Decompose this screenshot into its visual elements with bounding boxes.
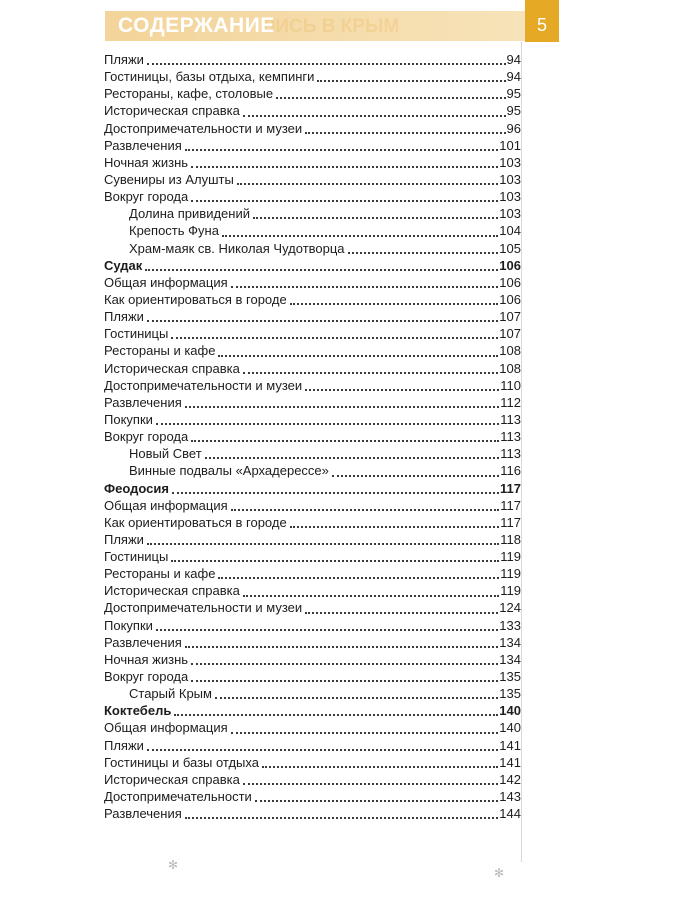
toc-subentry [104, 462, 521, 479]
toc-page-number: 108 [499, 360, 521, 376]
toc-entry-label: Ночная жизнь [104, 154, 189, 170]
toc-page-number: 103 [499, 171, 521, 187]
toc-entry [104, 737, 521, 754]
toc-entry [104, 668, 521, 685]
page-edge-rule [521, 42, 522, 862]
toc-entry-label: Долина привидений [129, 206, 250, 222]
toc-section-heading [104, 257, 521, 274]
toc-page-number: 141 [499, 737, 521, 753]
toc-entry [104, 85, 521, 102]
print-speck-right: ✻ [494, 866, 505, 880]
dot-leader [171, 335, 498, 339]
toc-page-number: 112 [500, 394, 521, 410]
dot-leader [147, 541, 499, 545]
toc-entry [104, 548, 521, 565]
toc-entry-label: Как ориентироваться в городе [104, 514, 287, 530]
toc-entry-label: Покупки [104, 411, 153, 427]
toc-entry-label: Общая информация [104, 274, 228, 290]
toc-page-number: 119 [500, 566, 521, 582]
toc-page-number: 95 [506, 103, 521, 119]
toc-entry-label: Пляжи [104, 531, 144, 547]
toc-entry-label: Общая информация [104, 720, 228, 736]
toc-entry [104, 514, 521, 531]
dot-leader [231, 730, 499, 734]
toc-entry-label: Гостиницы [104, 549, 169, 565]
toc-page-number: 133 [499, 617, 521, 633]
toc-page-number: 107 [499, 309, 521, 325]
toc-entry [104, 137, 521, 154]
toc-page-number: 124 [499, 600, 521, 616]
toc-subentry [104, 240, 521, 257]
toc-page-number: 135 [499, 686, 521, 702]
toc-entry-label: Вокруг города [104, 669, 189, 685]
toc-entry-label: Сувениры из Алушты [104, 171, 234, 187]
toc-page-number: 119 [500, 549, 521, 565]
toc-page-number: 106 [499, 257, 521, 273]
toc-entry [104, 377, 521, 394]
dot-leader [243, 781, 498, 785]
toc-entry [104, 291, 521, 308]
toc-page-number: 143 [499, 789, 521, 805]
print-speck-left: ✻ [168, 858, 179, 872]
dot-leader [243, 370, 498, 374]
toc-page-number: 144 [499, 806, 521, 822]
toc-page-number: 103 [499, 206, 521, 222]
toc-page-number: 103 [499, 189, 521, 205]
toc-entry [104, 360, 521, 377]
toc-page-number: 142 [499, 771, 521, 787]
page-number: 5 [536, 15, 547, 35]
toc-entry [104, 154, 521, 171]
dot-leader [185, 147, 499, 151]
toc-page-number: 113 [500, 411, 521, 427]
toc-entry-label: Как ориентироваться в городе [104, 291, 287, 307]
toc-entry [104, 102, 521, 119]
toc-page-number: 106 [499, 274, 521, 290]
toc-page-number: 103 [499, 154, 521, 170]
toc-entry [104, 805, 521, 822]
dot-leader [332, 473, 499, 477]
toc-entry [104, 342, 521, 359]
toc-subentry [104, 222, 521, 239]
toc-entry-label: Историческая справка [104, 583, 240, 599]
toc-entry-label: Развлечения [104, 806, 182, 822]
dot-leader [191, 661, 498, 665]
toc-page-number: 117 [500, 480, 521, 496]
toc-entry-label: Общая информация [104, 497, 228, 513]
toc-entry-label: Историческая справка [104, 771, 240, 787]
toc-entry [104, 411, 521, 428]
dot-leader [305, 387, 499, 391]
toc-page-number: 107 [499, 326, 521, 342]
toc-entry [104, 51, 521, 68]
toc-page-number: 134 [499, 651, 521, 667]
toc-entry-label: Гостиницы и базы отдыха [104, 754, 259, 770]
dot-leader [262, 764, 498, 768]
toc-entry [104, 394, 521, 411]
toc-page-number: 96 [506, 120, 521, 136]
toc-entry-label: Гостиницы, базы отдыха, кемпинги [104, 69, 315, 85]
toc-section-heading [104, 702, 521, 719]
dot-leader [147, 61, 506, 65]
toc-entry-label: Ночная жизнь [104, 651, 189, 667]
toc-section-heading [104, 480, 521, 497]
toc-page-number: 118 [500, 531, 521, 547]
toc-entry-label: Достопримечательности и музеи [104, 377, 303, 393]
toc-entry [104, 120, 521, 137]
toc-entry-label: Пляжи [104, 737, 144, 753]
dot-leader [171, 558, 499, 562]
toc-page-number: 116 [500, 463, 521, 479]
toc-page-number: 104 [499, 223, 521, 239]
toc-subentry [104, 445, 521, 462]
toc-page-number: 117 [500, 514, 521, 530]
toc-entry-label: Достопримечательности и музеи [104, 600, 303, 616]
dot-leader [222, 233, 498, 237]
toc-entry-label: Гостиницы [104, 326, 169, 342]
toc-entry [104, 531, 521, 548]
dot-leader [205, 455, 500, 459]
toc-entry-label: Историческая справка [104, 103, 240, 119]
toc-entry-label: Пляжи [104, 309, 144, 325]
toc-page-number: 113 [500, 429, 521, 445]
toc-entry-label: Рестораны и кафе [104, 343, 216, 359]
page-title: СОДЕРЖАНИЕ [118, 14, 275, 37]
page-number-box [525, 0, 559, 42]
toc-entry [104, 308, 521, 325]
table-of-contents [104, 51, 521, 822]
dot-leader [191, 198, 498, 202]
toc-entry-label: Старый Крым [129, 686, 212, 702]
toc-page-number: 140 [499, 720, 521, 736]
toc-page-number: 119 [500, 583, 521, 599]
toc-entry [104, 719, 521, 736]
toc-entry [104, 497, 521, 514]
toc-entry [104, 565, 521, 582]
dot-leader [185, 644, 499, 648]
dot-leader [191, 438, 499, 442]
toc-entry-label: Достопримечательности и музеи [104, 120, 303, 136]
dot-leader [290, 524, 500, 528]
toc-page-number: 140 [499, 703, 521, 719]
toc-page-number: 135 [499, 669, 521, 685]
dot-leader [276, 95, 505, 99]
dot-leader [191, 164, 498, 168]
toc-entry-label: Судак [104, 257, 143, 273]
toc-entry [104, 600, 521, 617]
toc-entry-label: Храм-маяк св. Николая Чудотворца [129, 240, 345, 256]
dot-leader [185, 815, 499, 819]
toc-entry-label: Феодосия [104, 480, 169, 496]
toc-entry [104, 171, 521, 188]
dot-leader [317, 78, 505, 82]
dot-leader [191, 678, 498, 682]
toc-entry-label: Вокруг города [104, 189, 189, 205]
toc-entry-label: Рестораны, кафе, столовые [104, 86, 274, 102]
toc-entry-label: Покупки [104, 617, 153, 633]
toc-page-number: 113 [500, 446, 521, 462]
dot-leader [305, 610, 498, 614]
toc-entry [104, 617, 521, 634]
dot-leader [253, 215, 498, 219]
toc-entry [104, 651, 521, 668]
toc-page-number: 94 [506, 69, 521, 85]
toc-entry-label: Историческая справка [104, 360, 240, 376]
toc-entry [104, 582, 521, 599]
toc-entry [104, 754, 521, 771]
toc-entry [104, 428, 521, 445]
dot-leader [218, 353, 498, 357]
dot-leader [147, 747, 498, 751]
toc-entry [104, 68, 521, 85]
toc-entry-label: Рестораны и кафе [104, 566, 216, 582]
dot-leader [174, 712, 498, 716]
dot-leader [218, 575, 499, 579]
dot-leader [231, 284, 499, 288]
toc-entry [104, 788, 521, 805]
toc-entry [104, 274, 521, 291]
toc-entry [104, 325, 521, 342]
dot-leader [172, 490, 499, 494]
dot-leader [145, 267, 498, 271]
dot-leader [243, 593, 499, 597]
dot-leader [156, 421, 499, 425]
toc-entry-label: Винные подвалы «Архадерессе» [129, 463, 329, 479]
toc-page-number: 141 [499, 754, 521, 770]
dot-leader [290, 301, 499, 305]
dot-leader [243, 113, 506, 117]
toc-page-number: 101 [499, 137, 521, 153]
header-ghost-text: ЛИСЬ В КРЫМ [262, 16, 400, 37]
toc-page-number: 110 [500, 377, 521, 393]
toc-entry [104, 188, 521, 205]
dot-leader [348, 250, 499, 254]
toc-entry-label: Коктебель [104, 703, 172, 719]
dot-leader [255, 798, 499, 802]
toc-entry-label: Пляжи [104, 51, 144, 67]
toc-entry-label: Вокруг города [104, 429, 189, 445]
dot-leader [305, 130, 505, 134]
toc-subentry [104, 685, 521, 702]
toc-page-number: 108 [499, 343, 521, 359]
toc-page-number: 117 [500, 497, 521, 513]
dot-leader [147, 318, 498, 322]
dot-leader [156, 627, 498, 631]
dot-leader [215, 695, 498, 699]
toc-entry-label: Развлечения [104, 394, 182, 410]
toc-page-number: 134 [499, 634, 521, 650]
toc-entry [104, 771, 521, 788]
dot-leader [237, 181, 498, 185]
toc-entry [104, 634, 521, 651]
toc-entry-label: Развлечения [104, 634, 182, 650]
toc-entry-label: Развлечения [104, 137, 182, 153]
dot-leader [231, 507, 500, 511]
toc-page-number: 94 [506, 51, 521, 67]
dot-leader [185, 404, 500, 408]
toc-page-number: 106 [499, 291, 521, 307]
toc-entry-label: Новый Свет [129, 446, 202, 462]
toc-subentry [104, 205, 521, 222]
toc-page-number: 105 [499, 240, 521, 256]
toc-page-number: 95 [506, 86, 521, 102]
toc-entry-label: Крепость Фуна [129, 223, 219, 239]
toc-entry-label: Достопримечательности [104, 789, 252, 805]
